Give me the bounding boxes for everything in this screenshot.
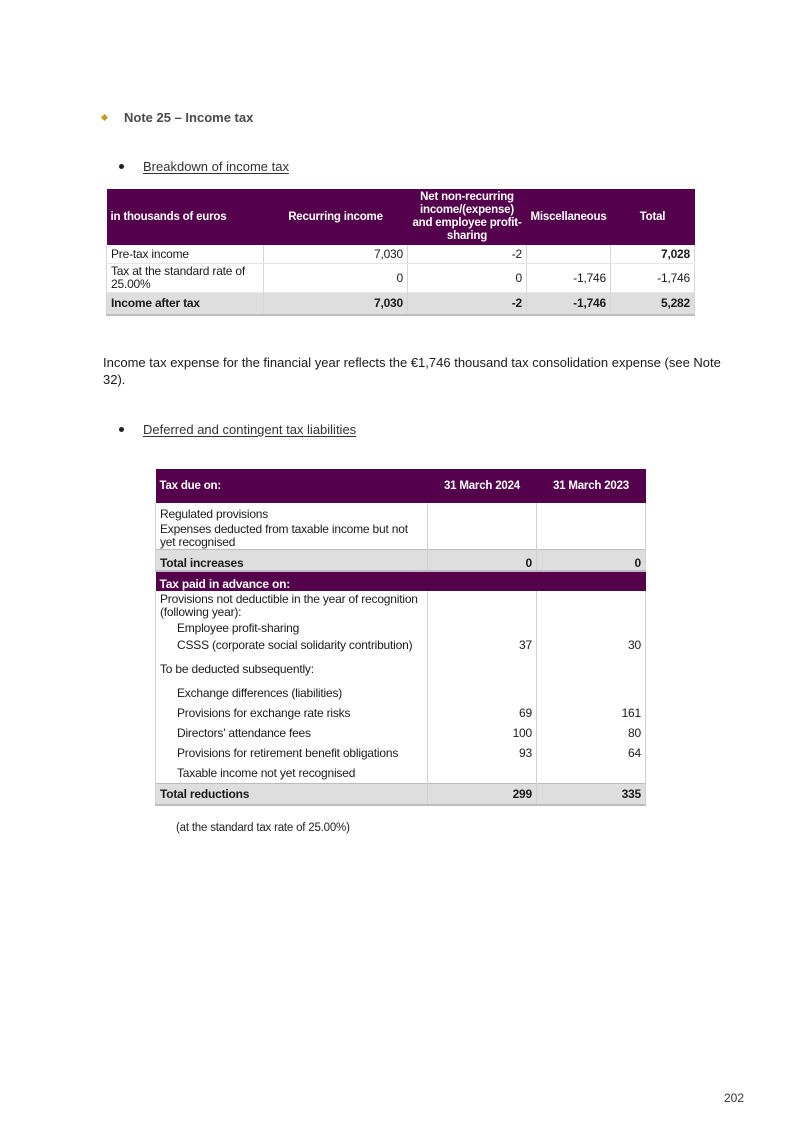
- cell-value: [428, 683, 537, 703]
- subheader-row: [156, 571, 646, 591]
- cell-value: 93: [428, 743, 537, 763]
- header-cell: Total: [611, 189, 695, 245]
- note-title-text: Note 25 – Income tax: [124, 110, 254, 125]
- table-row: [156, 503, 646, 521]
- header-cell: in thousands of euros: [107, 189, 264, 245]
- header-cell: Net non-recurring income/(expense) and employee profit-sharing: [408, 189, 527, 245]
- subheader-cell: [537, 571, 646, 591]
- cell-value: 0: [428, 550, 537, 572]
- header-cell: Miscellaneous: [527, 189, 611, 245]
- cell-value: 7,030: [264, 245, 408, 264]
- cell-value: 64: [537, 743, 646, 763]
- cell-value: [537, 763, 646, 784]
- cell-value: [428, 763, 537, 784]
- row-label: Income after tax: [107, 293, 264, 316]
- row-label: CSSS (corporate social solidarity contribution): [156, 635, 428, 655]
- explanatory-paragraph: Income tax expense for the financial year reflects the €1,746 thousand tax consolidation expense (see Note 32).: [103, 355, 721, 387]
- cell-value: [428, 619, 537, 635]
- cell-value: [527, 245, 611, 264]
- cell-value: [537, 655, 646, 683]
- total-row: [156, 784, 646, 806]
- row-label: Pre-tax income: [107, 245, 264, 264]
- cell-value: 80: [537, 723, 646, 743]
- cell-value: 69: [428, 703, 537, 723]
- total-row: [156, 550, 646, 572]
- cell-value: 7,030: [264, 293, 408, 316]
- row-label: Exchange differences (liabilities): [156, 683, 428, 703]
- cell-value: -2: [408, 293, 527, 316]
- cell-value: 100: [428, 723, 537, 743]
- header-cell: 31 March 2024: [428, 469, 537, 503]
- cell-value: [537, 521, 646, 550]
- table-row: [156, 723, 646, 743]
- table-header-row: [107, 189, 695, 245]
- table-row: [156, 743, 646, 763]
- cell-value: 335: [537, 784, 646, 806]
- subheader-label: Tax paid in advance on:: [156, 571, 428, 591]
- row-label: Provisions not deductible in the year of recognition (following year):: [156, 591, 428, 619]
- row-label: Employee profit-sharing: [156, 619, 428, 635]
- row-label: Taxable income not yet recognised: [156, 763, 428, 784]
- header-cell: 31 March 2023: [537, 469, 646, 503]
- row-label: Total reductions: [156, 784, 428, 806]
- cell-value: [537, 591, 646, 619]
- cell-value: [537, 619, 646, 635]
- table-row: [156, 619, 646, 635]
- cell-value: [428, 591, 537, 619]
- cell-value: 5,282: [611, 293, 695, 316]
- cell-value: [428, 521, 537, 550]
- cell-value: 7,028: [611, 245, 695, 264]
- cell-value: [428, 503, 537, 521]
- cell-value: -1,746: [611, 264, 695, 293]
- table-row: [156, 655, 646, 683]
- cell-value: 0: [264, 264, 408, 293]
- row-label: Directors' attendance fees: [156, 723, 428, 743]
- bullet-icon: [119, 164, 124, 169]
- income-tax-breakdown-table: [106, 189, 695, 316]
- header-cell: Recurring income: [264, 189, 408, 245]
- cell-value: 161: [537, 703, 646, 723]
- table-header-row: [156, 469, 646, 503]
- table-row: [156, 703, 646, 723]
- section-heading-breakdown: [119, 159, 289, 174]
- note-title: [100, 110, 253, 125]
- deferred-tax-table: [155, 469, 646, 806]
- cell-value: 37: [428, 635, 537, 655]
- section-heading-text: Breakdown of income tax: [143, 159, 289, 174]
- section-heading-deferred: [119, 422, 356, 437]
- row-label: Provisions for exchange rate risks: [156, 703, 428, 723]
- total-row: [107, 293, 695, 316]
- bullet-icon: [119, 427, 124, 432]
- cell-value: -2: [408, 245, 527, 264]
- cell-value: -1,746: [527, 293, 611, 316]
- table-row: [156, 635, 646, 655]
- subheader-cell: [428, 571, 537, 591]
- cell-value: 299: [428, 784, 537, 806]
- row-label: To be deducted subsequently:: [156, 655, 428, 683]
- table-row: [156, 763, 646, 784]
- section-heading-text: Deferred and contingent tax liabilities: [143, 422, 357, 437]
- cell-value: [537, 683, 646, 703]
- table-row: [156, 683, 646, 703]
- row-label: Regulated provisions: [156, 503, 428, 521]
- table-footnote: (at the standard tax rate of 25.00%): [176, 822, 350, 834]
- header-cell: Tax due on:: [156, 469, 428, 503]
- cell-value: -1,746: [527, 264, 611, 293]
- page-number: 202: [724, 1091, 745, 1105]
- table-row: [156, 591, 646, 619]
- cell-value: 30: [537, 635, 646, 655]
- cell-value: [537, 503, 646, 521]
- cell-value: [428, 655, 537, 683]
- row-label: Expenses deducted from taxable income but not yet recognised: [156, 521, 428, 550]
- cell-value: 0: [408, 264, 527, 293]
- row-label: Provisions for retirement benefit obligations: [156, 743, 428, 763]
- row-label: Tax at the standard rate of 25.00%: [107, 264, 264, 293]
- table-row: [107, 245, 695, 264]
- row-label: Total increases: [156, 550, 428, 572]
- diamond-bullet-icon: [101, 114, 108, 121]
- cell-value: 0: [537, 550, 646, 572]
- table-row: [156, 521, 646, 550]
- table-row: [107, 264, 695, 293]
